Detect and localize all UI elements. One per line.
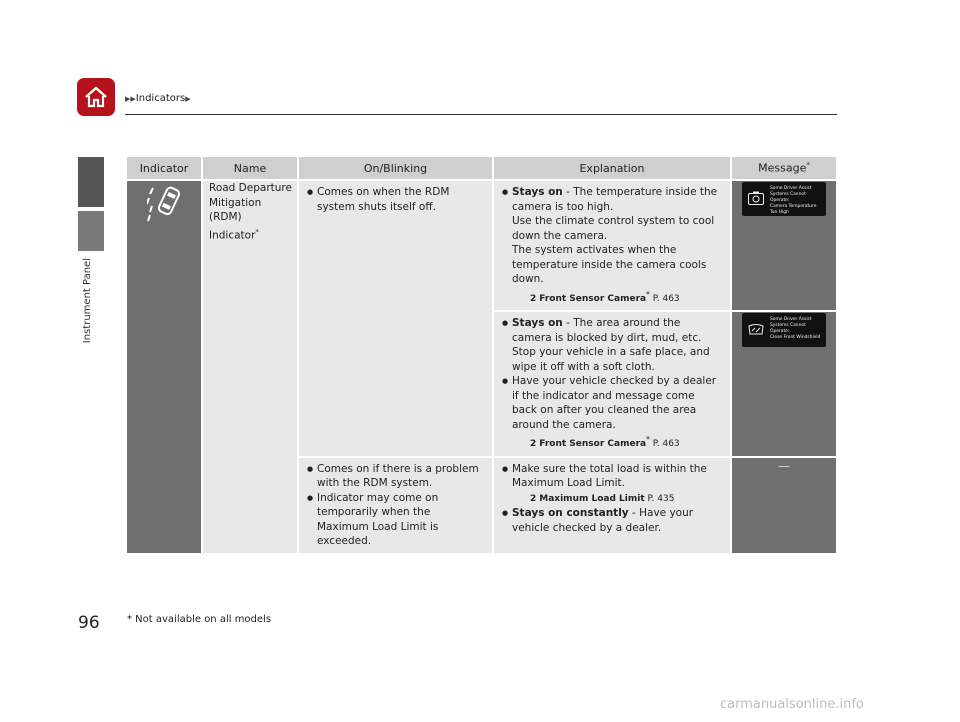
breadcrumb[interactable] bbox=[125, 93, 191, 104]
page-number: 96 bbox=[78, 613, 100, 633]
col-header-on-blinking: On/Blinking bbox=[299, 157, 492, 179]
message-line: Clean Front Windshield bbox=[770, 335, 821, 340]
message-cell bbox=[732, 181, 836, 310]
message-line: Systems Cannot Operate: bbox=[770, 192, 806, 203]
explanation-bold: Stays on constantly bbox=[512, 507, 629, 519]
cross-reference-link[interactable] bbox=[512, 492, 722, 507]
breadcrumb-tail: ▶ bbox=[185, 95, 191, 103]
message-cell-empty: — bbox=[732, 458, 836, 553]
on-blinking-list bbox=[307, 185, 484, 214]
message-line: Systems Cannot bbox=[770, 323, 806, 328]
list-item bbox=[502, 316, 722, 374]
list-item bbox=[502, 374, 722, 452]
col-header-indicator: Indicator bbox=[127, 157, 201, 179]
message-line: Some Driver Assist bbox=[770, 186, 812, 191]
message-cell bbox=[732, 312, 836, 456]
list-item bbox=[502, 462, 722, 507]
indicator-name-line3-text: Indicator bbox=[209, 229, 256, 241]
col-header-message bbox=[732, 157, 836, 179]
rdm-indicator-icon bbox=[147, 182, 181, 222]
header-rule bbox=[125, 114, 837, 115]
message-line: Some Driver Assist bbox=[770, 317, 812, 322]
footnote: * Not available on all models bbox=[127, 614, 272, 625]
explanation-text: Have your vehicle checked by a dealer if the indicator and message come back on after you cleaned the area around the camera. bbox=[512, 375, 717, 431]
col-header-explanation: Explanation bbox=[494, 157, 730, 179]
cross-reference-link[interactable] bbox=[512, 433, 722, 452]
message-text bbox=[770, 317, 820, 341]
ref-arrow-icon: 2 bbox=[530, 293, 537, 304]
cross-reference-link[interactable] bbox=[512, 288, 722, 307]
explanation-more-1: Use the climate control system to cool down the camera. bbox=[512, 215, 715, 242]
indicator-name-cell bbox=[203, 181, 297, 553]
on-blinking-list bbox=[307, 462, 484, 549]
explanation-bold: Stays on bbox=[512, 186, 563, 198]
explanation-cell bbox=[494, 181, 730, 310]
message-text bbox=[770, 186, 826, 216]
side-tab-active[interactable] bbox=[78, 211, 104, 251]
ref-arrow-icon: 2 bbox=[530, 493, 537, 504]
on-blinking-cell bbox=[299, 181, 492, 456]
indicator-table bbox=[125, 155, 838, 555]
explanation-list bbox=[502, 316, 722, 452]
list-item bbox=[502, 506, 722, 535]
explanation-more-2: The system activates when the temperature inside the camera cools down. bbox=[512, 244, 707, 285]
watermark: carmanualsonline.info bbox=[720, 697, 864, 712]
ref-mark: * bbox=[646, 289, 650, 299]
side-tab-top bbox=[78, 157, 104, 207]
message-display-image bbox=[742, 313, 826, 347]
home-icon bbox=[83, 85, 109, 109]
explanation-text: - The temperature inside the camera is too high. bbox=[512, 186, 718, 213]
indicator-cell bbox=[127, 181, 201, 553]
table-header-row bbox=[127, 157, 836, 179]
explanation-list bbox=[502, 462, 722, 536]
list-item bbox=[502, 185, 722, 306]
sidebar-section-label: Instrument Panel bbox=[82, 258, 93, 344]
list-item: ● Indicator may come on temporarily when the Maximum Load Limit is exceeded. bbox=[307, 491, 484, 549]
ref-page: P. 463 bbox=[652, 293, 680, 304]
indicator-name-line2: Mitigation (RDM) bbox=[209, 196, 262, 223]
breadcrumb-label[interactable]: Indicators bbox=[135, 93, 186, 104]
home-button[interactable] bbox=[77, 78, 115, 116]
camera-icon bbox=[748, 191, 764, 205]
explanation-text: Make sure the total load is within the Maximum Load Limit. bbox=[512, 462, 707, 489]
on-blinking-cell bbox=[299, 458, 492, 553]
windshield-camera-icon bbox=[748, 322, 764, 336]
ref-page: P. 435 bbox=[647, 493, 675, 504]
ref-page: P. 463 bbox=[652, 439, 680, 449]
breadcrumb-arrows: ▶▶ bbox=[125, 95, 136, 103]
ref-arrow-icon: 2 bbox=[530, 439, 537, 449]
explanation-bold: Stays on bbox=[512, 317, 563, 329]
indicator-name-line3 bbox=[209, 225, 292, 243]
table-row bbox=[127, 181, 836, 310]
col-header-message-mark: * bbox=[806, 161, 810, 170]
ref-title: Maximum Load Limit bbox=[539, 493, 645, 504]
indicator-name-line1: Road Departure bbox=[209, 182, 292, 194]
explanation-text: - Have your vehicle checked by a dealer. bbox=[512, 507, 694, 534]
message-line: Camera Temperature bbox=[770, 204, 817, 209]
explanation-text: - The area around the camera is blocked by dirt, mud, etc. Stop your vehicle in a safe place, and wipe it off with a soft cloth. bbox=[512, 317, 710, 373]
explanation-cell bbox=[494, 312, 730, 456]
list-item: ● Comes on if there is a problem with the RDM system. bbox=[307, 462, 484, 491]
explanation-list bbox=[502, 185, 722, 306]
ref-title: Front Sensor Camera bbox=[539, 439, 647, 449]
explanation-cell bbox=[494, 458, 730, 553]
message-display-image bbox=[742, 182, 826, 216]
ref-mark: * bbox=[646, 435, 650, 444]
message-line: Operate: bbox=[770, 329, 790, 334]
list-item: ● Comes on when the RDM system shuts itself off. bbox=[307, 185, 484, 214]
ref-title: Front Sensor Camera bbox=[539, 293, 647, 304]
col-header-message-label: Message bbox=[758, 161, 807, 175]
indicator-name-mark: * bbox=[255, 227, 259, 236]
col-header-name: Name bbox=[203, 157, 297, 179]
message-line: Too High bbox=[770, 210, 789, 215]
